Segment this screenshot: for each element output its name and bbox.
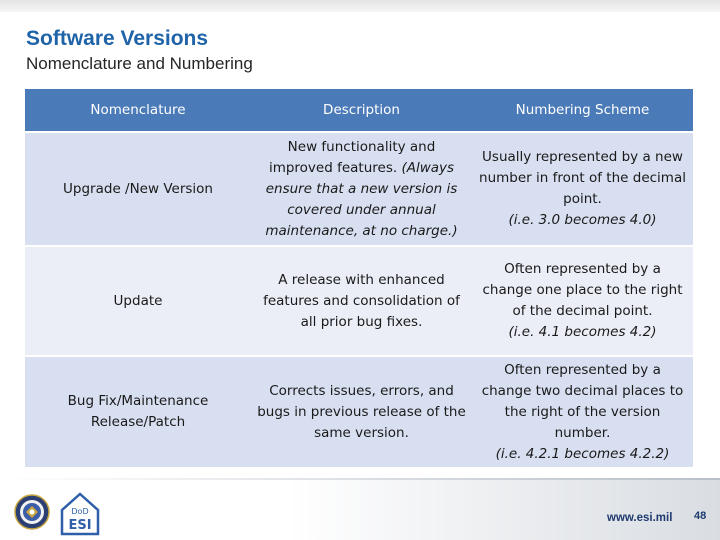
table-row: [25, 132, 693, 246]
nomenclature-text: Upgrade /New Version: [63, 180, 213, 197]
slide-subtitle: Nomenclature and Numbering: [26, 54, 253, 73]
nomenclature-text: Update: [113, 292, 163, 309]
top-band: [0, 0, 720, 12]
dod-seal-icon: [14, 494, 50, 530]
svg-text:ESI: ESI: [68, 518, 92, 533]
header-nomenclature: Nomenclature: [25, 89, 251, 132]
description-text: New functionality and improved features.: [268, 138, 436, 176]
header-description: Description: [251, 89, 472, 132]
footer-url[interactable]: www.esi.mil: [607, 512, 673, 524]
svg-text:DoD: DoD: [71, 507, 89, 516]
page-number: 48: [694, 510, 707, 522]
scheme-text: Often represented by a change one place to the right of the decimal point.: [482, 261, 683, 319]
scheme-text: Usually represented by a new number in front of the decimal point.: [479, 149, 686, 207]
description-text: Corrects issues, errors, and bugs in previous release of the same version.: [257, 382, 466, 441]
footer-divider: [0, 478, 720, 480]
scheme-cell: [472, 356, 693, 467]
table-row: [25, 246, 693, 356]
description-text: A release with enhanced features and consolidation of all prior bug fixes.: [263, 271, 460, 330]
scheme-cell: [472, 246, 693, 356]
scheme-example: (i.e. 4.1 becomes 4.2): [508, 324, 657, 340]
scheme-example: (i.e. 4.2.1 becomes 4.2.2): [495, 445, 670, 462]
table-header-row: [25, 89, 693, 132]
description-note: (Always ensure that a new version is covered under annual maintenance, at no charge.): [265, 159, 458, 239]
description-cell: [251, 356, 472, 467]
table-row: [25, 356, 693, 467]
nomenclature-text: Bug Fix/Maintenance Release/Patch: [67, 393, 209, 430]
nomenclature-cell: [25, 132, 251, 246]
description-cell: [251, 132, 472, 246]
scheme-text: Often represented by a change two decimal places to the right of the version number.: [481, 361, 684, 441]
slide-title: Software Versions: [26, 27, 209, 50]
versions-table: [25, 89, 693, 467]
nomenclature-cell: [25, 356, 251, 467]
dod-esi-logo: [58, 490, 102, 536]
nomenclature-cell: [25, 246, 251, 356]
scheme-cell: [472, 132, 693, 246]
header-numbering-scheme: Numbering Scheme: [472, 89, 693, 132]
description-cell: [251, 246, 472, 356]
scheme-example: (i.e. 3.0 becomes 4.0): [508, 212, 657, 228]
footer-band: [0, 478, 720, 540]
